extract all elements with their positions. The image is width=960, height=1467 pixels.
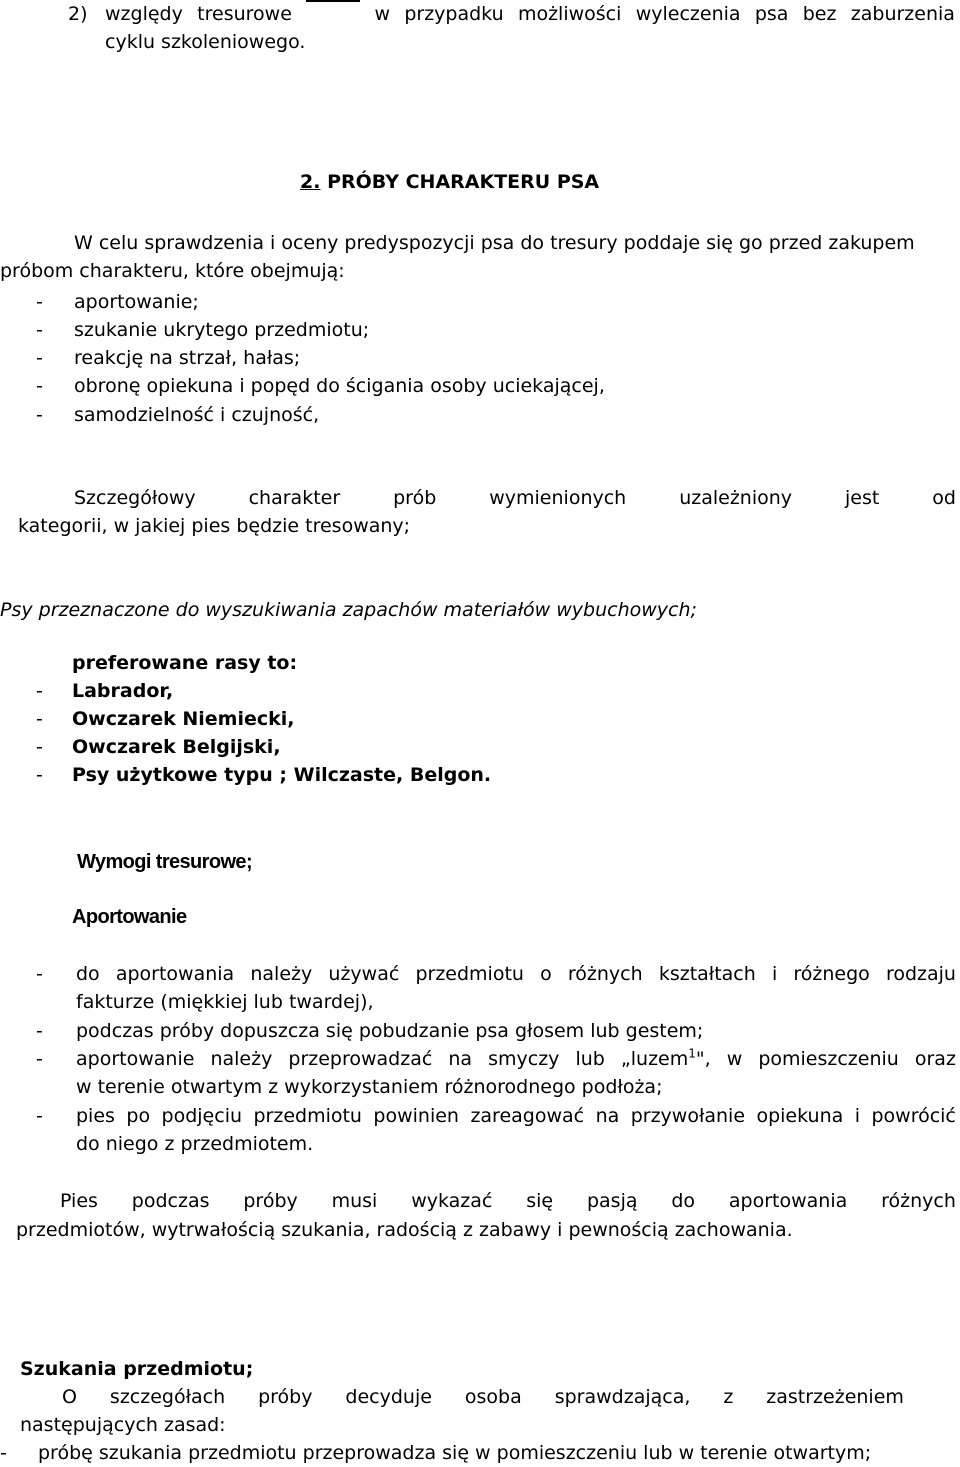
req-word: opiekuna: [756, 1105, 844, 1127]
detail-line2: kategorii, w jakiej pies będzie tresowany;: [18, 515, 411, 537]
top-word: przypadku: [404, 3, 504, 25]
req-word: powinien: [373, 1105, 459, 1127]
list-dash: -: [36, 963, 43, 985]
req-word: aportowania: [115, 963, 235, 985]
list-dash: -: [36, 375, 43, 397]
req-item3-line2: w terenie otwartym z wykorzystaniem różnorodnego podłoża;: [76, 1076, 663, 1098]
summary-word: się: [526, 1190, 554, 1212]
req-word: rodzaju: [885, 963, 956, 985]
req-item2: podczas próby dopuszcza się pobudzanie psa głosem lub gestem;: [76, 1020, 704, 1042]
breed-item: Labrador,: [72, 680, 174, 702]
detail-word: od: [932, 487, 956, 509]
req-word: na: [595, 1105, 620, 1127]
summary-word: różnych: [881, 1190, 956, 1212]
top-item-line1: [105, 0, 955, 28]
summary-line1: [60, 1187, 956, 1215]
req-word: pies: [76, 1105, 115, 1127]
detail-word: charakter: [248, 487, 341, 509]
summary-word: wykazać: [411, 1190, 493, 1212]
top-item-line2: cyklu szkoleniowego.: [105, 31, 306, 53]
req-item4-line1: [76, 1102, 956, 1130]
detail-word: wymienionych: [489, 487, 627, 509]
breed-item: Psy użytkowe typu ; Wilczaste, Belgon.: [72, 764, 492, 786]
detail-word: prób: [393, 487, 437, 509]
section-heading: [300, 168, 599, 196]
list-item: reakcję na strzał, hałas;: [74, 347, 301, 369]
explosives-intro: Psy przeznaczone do wyszukiwania zapachów materiałów wybuchowych;: [0, 599, 697, 621]
search-word: szczegółach: [109, 1386, 226, 1408]
list-item: obronę opiekuna i popęd do ścigania osoby uciekającej,: [74, 375, 605, 397]
top-word: możliwości: [517, 3, 622, 25]
list-item: samodzielność i czujność,: [74, 404, 320, 426]
req-word: smyczy: [488, 1048, 560, 1070]
search-word: sprawdzająca,: [554, 1386, 691, 1408]
req-word: oraz: [914, 1048, 956, 1070]
req-item1-line1: [76, 960, 956, 988]
search-word: O: [62, 1386, 77, 1408]
req-word: po: [126, 1105, 151, 1127]
req-word: zareagować: [470, 1105, 585, 1127]
top-word: bez: [802, 3, 837, 25]
summary-word: pasją: [586, 1190, 638, 1212]
req-word: różnego: [793, 963, 870, 985]
search-word: z: [723, 1386, 734, 1408]
req-word: przedmiotu: [253, 1105, 362, 1127]
intro-line2: próbom charakteru, które obejmują:: [0, 260, 345, 282]
search-word: osoba: [464, 1386, 522, 1408]
req-word: powrócić: [871, 1105, 956, 1127]
req-word: przedmiotu: [415, 963, 524, 985]
footnote-marker: 1: [688, 1046, 696, 1061]
list-dash: -: [36, 1105, 43, 1127]
summary-word: aportowania: [728, 1190, 848, 1212]
req-word: w: [726, 1048, 743, 1070]
search-word: próby: [258, 1386, 313, 1408]
list-dash: -: [36, 736, 43, 758]
list-dash: -: [36, 291, 43, 313]
req-word: pomieszczeniu: [758, 1048, 899, 1070]
req-item1-line2: fakturze (miękkiej lub twardej),: [76, 991, 374, 1013]
section-title: PRÓBY CHARAKTERU PSA: [327, 171, 600, 193]
list-item: aportowanie;: [74, 291, 199, 313]
req-word: i: [854, 1105, 861, 1127]
req-word: przywołanie: [630, 1105, 746, 1127]
list-dash: -: [36, 319, 43, 341]
search-word: zastrzeżeniem: [766, 1386, 904, 1408]
em-dash: [306, 0, 360, 2]
req-word: używać: [328, 963, 400, 985]
summary-word: podczas: [131, 1190, 210, 1212]
top-word: względy: [105, 3, 183, 25]
req-word: aportowanie: [76, 1048, 195, 1070]
req-word: przeprowadzać: [288, 1048, 433, 1070]
top-item-number: 2): [68, 3, 88, 25]
list-dash: -: [36, 680, 43, 702]
detail-word: jest: [845, 487, 880, 509]
top-word: w: [374, 3, 391, 25]
top-word: psa: [754, 3, 789, 25]
search-heading: Szukania przedmiotu;: [20, 1358, 254, 1380]
list-dash: -: [36, 404, 43, 426]
list-item: szukanie ukrytego przedmiotu;: [74, 319, 370, 341]
req-item4-line2: do niego z przedmiotem.: [76, 1133, 314, 1155]
summary-word: Pies: [60, 1190, 98, 1212]
list-dash: -: [0, 1442, 7, 1464]
requirements-subheading: Aportowanie: [72, 906, 187, 928]
req-word: kształtach: [658, 963, 756, 985]
req-word: o: [540, 963, 552, 985]
detail-line1: [74, 484, 956, 512]
preferred-heading: preferowane rasy to:: [72, 652, 298, 674]
search-word: decyduje: [345, 1386, 432, 1408]
section-number: 2.: [300, 171, 321, 193]
detail-word: Szczegółowy: [74, 487, 196, 509]
req-word: różnych: [567, 963, 643, 985]
breed-item: Owczarek Belgijski,: [72, 736, 281, 758]
req-word: podjęciu: [161, 1105, 243, 1127]
search-line2: następujących zasad:: [20, 1414, 226, 1436]
req-word: lub: [575, 1048, 605, 1070]
list-dash: -: [36, 1020, 43, 1042]
list-dash: -: [36, 1048, 43, 1070]
search-line1: [62, 1383, 904, 1411]
summary-line2: przedmiotów, wytrwałością szukania, radością z zabawy i pewnością zachowania.: [16, 1219, 793, 1241]
requirements-heading: Wymogi tresurowe;: [77, 851, 253, 873]
list-dash: -: [36, 708, 43, 730]
req-item3-line1: [76, 1045, 956, 1073]
summary-word: musi: [331, 1190, 378, 1212]
list-dash: -: [36, 347, 43, 369]
list-dash: -: [36, 764, 43, 786]
top-word: wyleczenia: [635, 3, 741, 25]
top-word: zaburzenia: [850, 3, 955, 25]
summary-word: próby: [243, 1190, 298, 1212]
breed-item: Owczarek Niemiecki,: [72, 708, 295, 730]
req-word: należy: [250, 963, 313, 985]
req-word: należy: [210, 1048, 273, 1070]
req-word: na: [448, 1048, 473, 1070]
search-item1: próbę szukania przedmiotu przeprowadza się w pomieszczeniu lub w terenie otwartym;: [38, 1442, 872, 1464]
intro-line1: W celu sprawdzenia i oceny predyspozycji psa do tresury poddaje się go przed zakupem: [74, 232, 915, 254]
quoted-term: „luzem$^1$",: [620, 1046, 711, 1070]
req-word: i: [771, 963, 778, 985]
top-word: tresurowe: [197, 3, 292, 25]
summary-word: do: [671, 1190, 696, 1212]
detail-word: uzależniony: [679, 487, 793, 509]
req-word: do: [76, 963, 100, 985]
